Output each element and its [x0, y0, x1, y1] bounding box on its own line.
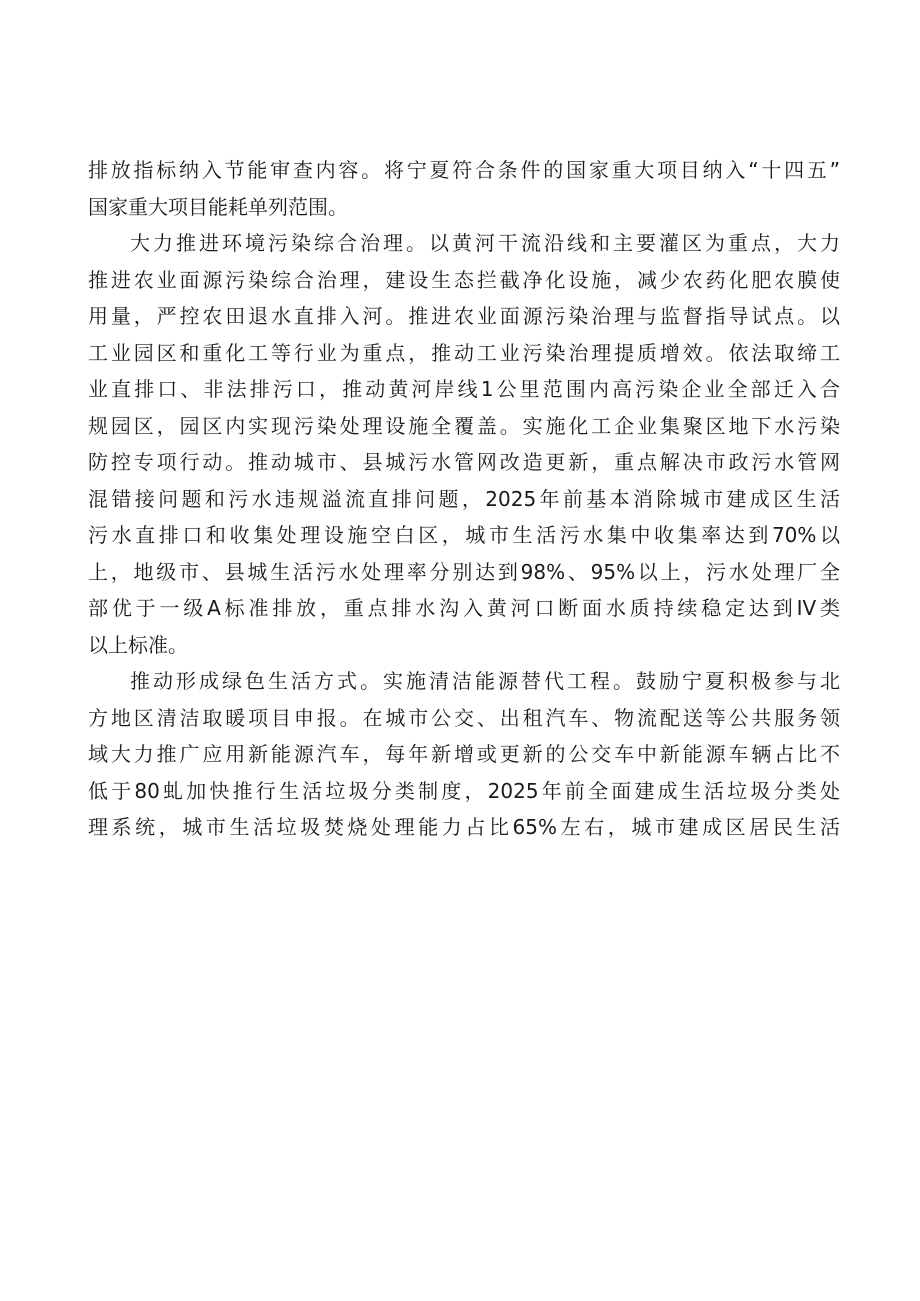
text-line: 排放指标纳入节能审查内容。将宁夏符合条件的国家重大项目纳入“十四五” — [88, 158, 840, 182]
document-body — [88, 152, 840, 846]
paragraph-1 — [88, 152, 840, 225]
text-line: 以上标准。 — [88, 632, 188, 657]
text-line: 理系统，城市生活垃圾焚烧处理能力占比65%左右，城市建成区居民生活 — [88, 815, 840, 839]
text-line: 低于80虬加快推行生活垃圾分类制度，2025年前全面建成生活垃圾分类处 — [88, 778, 840, 803]
text-line: 污水直排口和收集处理设施空白区，城市生活污水集中收集率达到70%以 — [88, 523, 840, 547]
text-line: 工业园区和重化工等行业为重点，推动工业污染治理提质增效。依法取缔工 — [88, 340, 840, 365]
paragraph-2 — [88, 225, 840, 663]
text-line: 推动形成绿色生活方式。实施清洁能源替代工程。鼓励宁夏积极参与北 — [130, 669, 840, 693]
text-line: 规园区，园区内实现污染处理设施全覆盖。实施化工企业集聚区地下水污染 — [88, 413, 840, 438]
text-line: 防控专项行动。推动城市、县城污水管网改造更新，重点解决市政污水管网 — [88, 450, 840, 474]
paragraph-3 — [88, 663, 840, 846]
text-line: 部优于一级A标准排放，重点排水沟入黄河口断面水质持续稳定达到IV类 — [88, 596, 840, 620]
text-line: 域大力推广应用新能源汽车，每年新增或更新的公交车中新能源车辆占比不 — [88, 742, 840, 766]
text-line: 混错接问题和污水违规溢流直排问题，2025年前基本消除城市建成区生活 — [88, 486, 840, 511]
text-line: 方地区清洁取暖项目申报。在城市公交、出租汽车、物流配送等公共服务领 — [88, 705, 840, 730]
text-line: 推进农业面源污染综合治理，建设生态拦截净化设施，减少农药化肥农膜使 — [88, 267, 840, 292]
text-line: 国家重大项目能耗单列范围。 — [88, 194, 348, 219]
text-line: 大力推进环境污染综合治理。以黄河干流沿线和主要灌区为重点，大力 — [130, 231, 840, 255]
text-line: 业直排口、非法排污口，推动黄河岸线1公里范围内高污染企业全部迁入合 — [88, 377, 840, 401]
text-line: 上，地级市、县城生活污水处理率分别达到98%、95%以上，污水处理厂全 — [88, 559, 840, 584]
text-line: 用量，严控农田退水直排入河。推进农业面源污染治理与监督指导试点。以 — [88, 304, 840, 328]
